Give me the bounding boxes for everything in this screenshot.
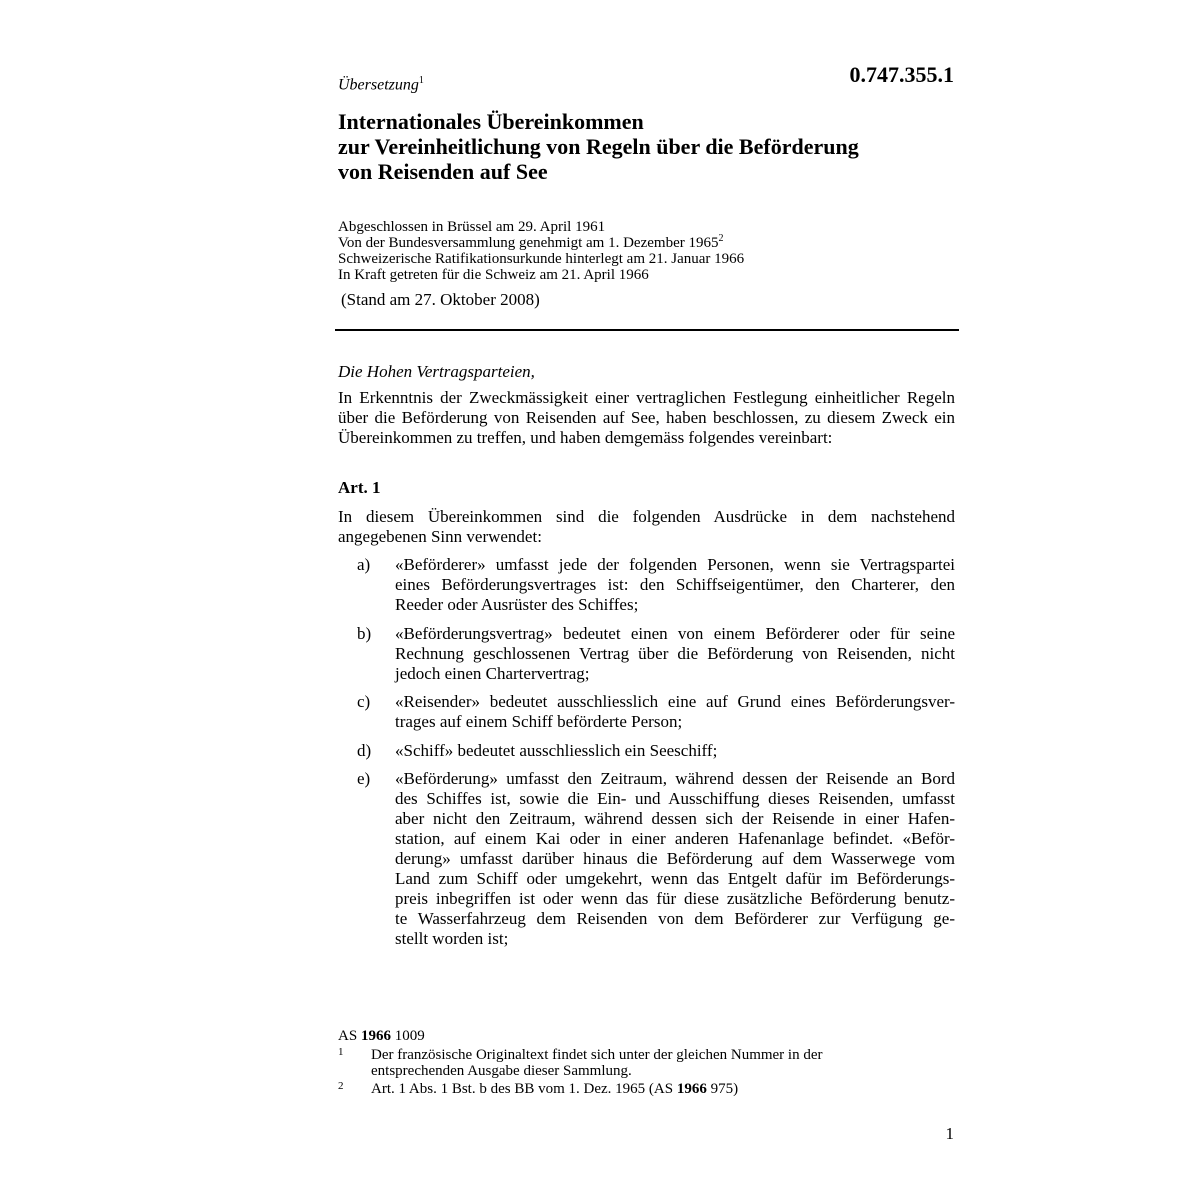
as-year: 1966 bbox=[360, 1028, 391, 1044]
item-line: aber nicht den Zeitraum, während dessen sich der Reisende in einer Hafen- bbox=[395, 809, 955, 828]
footnote-marker-2[interactable]: 2 bbox=[718, 233, 724, 244]
item-letter: c) bbox=[357, 692, 371, 711]
approved-text: Von der Bundesversammlung genehmigt am 1. Dezember 1965 bbox=[338, 235, 719, 251]
item-letter: d) bbox=[357, 741, 372, 760]
item-line: «Beförderer» umfasst jede der folgenden Personen, wenn sie Vertragspartei bbox=[395, 555, 955, 574]
title-line-3: von Reisenden auf See bbox=[338, 159, 548, 184]
item-line: Rechnung geschlossenen Vertrag über die Beförderung von Reisenden, nicht bbox=[395, 644, 955, 663]
approved-date bbox=[338, 235, 744, 251]
page-number: 1 bbox=[945, 1124, 954, 1143]
item-line: des Schiffes ist, sowie die Ein- und Ausschiffung dieses Reisenden, umfasst bbox=[395, 789, 955, 808]
item-line: «Beförderung» umfasst den Zeitraum, während dessen der Reisende an Bord bbox=[395, 769, 955, 788]
item-line: Reeder oder Ausrüster des Schiffes; bbox=[395, 595, 639, 614]
footnote-line: Der französische Originaltext findet sich unter der gleichen Nummer in der bbox=[371, 1047, 823, 1063]
article-intro: In diesem Übereinkommen sind die folgenden Ausdrücke in dem nachstehend angegebenen Sinn verwendet: bbox=[338, 507, 955, 546]
as-prefix: AS bbox=[338, 1028, 361, 1044]
item-line: derung» umfasst darüber hinaus die Beförderung auf dem Wasserwege vom bbox=[395, 849, 955, 868]
item-line: jedoch einen Chartervertrag; bbox=[395, 664, 590, 683]
translation-text: Übersetzung bbox=[338, 76, 419, 94]
footnote-text bbox=[371, 1081, 738, 1097]
ratified-date: Schweizerische Ratifikationsurkunde hinterlegt am 21. Januar 1966 bbox=[338, 251, 745, 267]
item-letter: e) bbox=[357, 769, 371, 788]
footnote-number: 1 bbox=[338, 1046, 344, 1058]
footnote-text-pre: Art. 1 Abs. 1 Bst. b des BB vom 1. Dez. 1965 (AS bbox=[371, 1081, 677, 1097]
preamble-text: In Erkenntnis der Zweckmässigkeit einer vertraglichen Festlegung einheitlicher Regeln über die Beförderung von Reisenden auf See, haben beschlossen, zu diesem Zweck ein Übereinkommen zu treffen, und haben demgemäss folgendes vereinbart: bbox=[338, 388, 955, 447]
item-text bbox=[395, 692, 955, 732]
footnote-marker-1[interactable]: 1 bbox=[418, 75, 424, 86]
sr-number: 0.747.355.1 bbox=[849, 62, 954, 87]
item-text bbox=[395, 555, 955, 615]
item-line: eines Beförderungsvertrages ist: den Schiffseigentümer, den Charterer, den bbox=[395, 575, 955, 594]
item-line: stellt worden ist; bbox=[395, 929, 509, 948]
item-line: «Reisender» bedeutet ausschliesslich eine auf Grund eines Beförderungsver- bbox=[395, 692, 955, 711]
item-line: «Schiff» bedeutet ausschliesslich ein Seeschiff; bbox=[395, 741, 718, 760]
item-line: te Wasserfahrzeug dem Reisenden von dem Beförderer zur Verfügung ge- bbox=[395, 909, 955, 928]
status-date: (Stand am 27. Oktober 2008) bbox=[341, 290, 540, 309]
item-line: trages auf einem Schiff beförderte Person; bbox=[395, 712, 683, 731]
item-text bbox=[395, 769, 955, 949]
concluded-date: Abgeschlossen in Brüssel am 29. April 1961 bbox=[338, 219, 606, 235]
item-line: station, auf einem Kai oder in einer anderen Hafenanlage befindet. «Beför- bbox=[395, 829, 955, 848]
in-force-date: In Kraft getreten für die Schweiz am 21. April 1966 bbox=[338, 267, 649, 283]
footnote-text-bold: 1966 bbox=[676, 1081, 707, 1097]
item-letter: a) bbox=[357, 555, 371, 574]
item-line: Land zum Schiff oder umgekehrt, wenn das Entgelt dafür im Beförderungs- bbox=[395, 869, 955, 888]
item-line: «Beförderungsvertrag» bedeutet einen von einem Beförderer oder für seine bbox=[395, 624, 955, 643]
footnote-text bbox=[371, 1047, 823, 1079]
item-letter: b) bbox=[357, 624, 372, 643]
as-page: 1009 bbox=[390, 1028, 425, 1044]
official-compilation-reference bbox=[338, 1028, 425, 1045]
header-divider bbox=[335, 329, 959, 331]
item-text bbox=[395, 741, 955, 761]
footnote-number: 2 bbox=[338, 1080, 344, 1092]
document-title bbox=[338, 109, 978, 184]
article-heading: Art. 1 bbox=[338, 478, 381, 497]
footnote-text-post: 975) bbox=[706, 1081, 739, 1097]
title-line-2: zur Vereinheitlichung von Regeln über die Beförderung bbox=[338, 134, 859, 159]
document-metadata bbox=[338, 219, 744, 283]
item-text bbox=[395, 624, 955, 684]
footnote-line: entsprechenden Ausgabe dieser Sammlung. bbox=[371, 1063, 632, 1079]
title-line-1: Internationales Übereinkommen bbox=[338, 109, 644, 134]
preamble-heading: Die Hohen Vertragsparteien, bbox=[338, 362, 535, 381]
translation-label bbox=[338, 75, 424, 94]
item-line: preis inbegriffen ist oder wenn das für diese zusätzliche Beförderung benutz- bbox=[395, 889, 955, 908]
